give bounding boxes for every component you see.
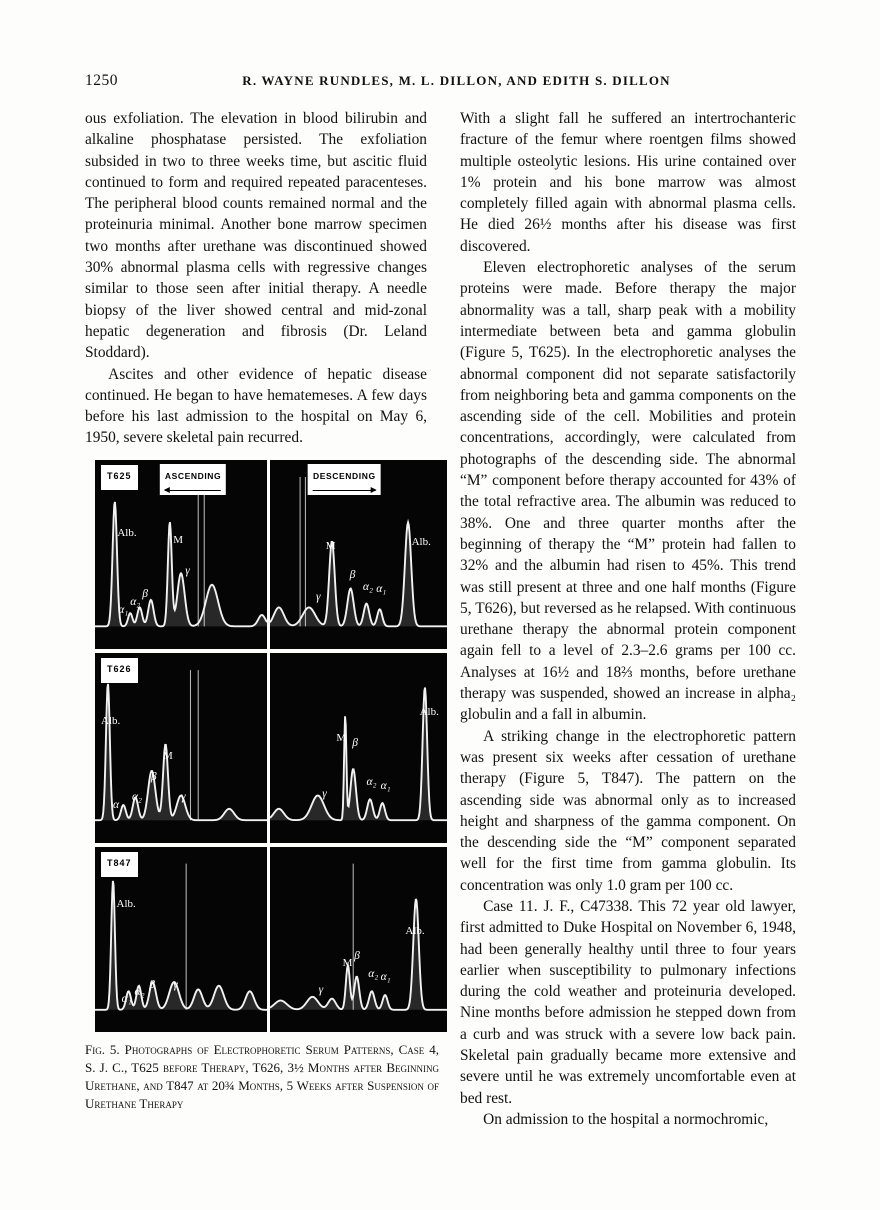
panel-label: α₁ (380, 970, 391, 983)
panel-label: β (354, 950, 360, 963)
panel-tag: T847 (101, 852, 138, 877)
panel-label: M (342, 956, 353, 969)
panel-label: γ (318, 983, 324, 996)
figure-panel (270, 653, 447, 843)
panel-label: β (142, 588, 149, 601)
panel-label: γ (173, 978, 178, 991)
panel-label: M (173, 534, 184, 547)
figure-panel (95, 653, 267, 843)
panel-label: α₁ (380, 780, 391, 792)
paragraph: A striking change in the electrophoretic pattern was present six weeks after cessation of urethane therapy (Figure 5, T847). The pattern on the ascending side was abnormal only as to increased height and sharpness of the gamma component. On the descending side the “M” component separated well for the first time from gamma globulin. Its concentration was only 1.0 gram per 100 cc. (460, 727, 796, 894)
panel-label: α₁ (121, 992, 132, 1005)
paragraph: Ascites and other evidence of hepatic disease continued. He began to have hematemeses. A few days before his last admission to the hospital on May 6, 1950, severe skeletal pain recurred. (85, 365, 427, 447)
panel-label: α₁ (113, 799, 124, 811)
electrophoresis-photo (270, 653, 447, 843)
figure-caption: Fig. 5. Photographs of Electrophoretic Serum Patterns, Case 4, S. J. C., T625 before Therapy, T626, 3½ Months after Beginning Urethane, and T847 at 20¾ Months, 5 Weeks after Suspension of Urethane Therapy (85, 1041, 439, 1111)
page-number: 1250 (85, 72, 118, 89)
direction-label: ASCENDING (164, 470, 222, 481)
paragraph: Case 11. J. F., C47338. This 72 year old lawyer, first admitted to Duke Hospital on November 6, 1948, had been generally healthy until three to four years earlier when susceptibility to pulmonary infections during the cold weather and proteinuria developed. Nine months before admission he stepped down from a curb and was struck with a severe low back pain. Skeletal pain gradually became more extensive and severe until he was extremely uncomfortable even at bed rest. (460, 897, 796, 1107)
panel-label: γ (322, 787, 327, 800)
paragraph: On admission to the hospital a normochromic, (483, 1110, 769, 1128)
electrophoresis-photo (270, 847, 447, 1032)
direction-box (308, 464, 381, 495)
running-head-authors: R. WAYNE RUNDLES, M. L. DILLON, AND EDITH S. DILLON (242, 73, 671, 88)
panel-label: M (162, 749, 173, 762)
panel-label: Alb. (405, 925, 425, 938)
panel-label: α₂ (134, 986, 145, 999)
paragraph: Eleven electrophoretic analyses of the serum proteins were made. Before therapy the major abnormality was a tall, sharp peak with a mobility intermediate between beta and gamma globulin (Figure 5, T625). In the electrophoretic analyses the abnormal component did not separate satisfactorily from neighboring beta and gamma components on the ascending side of the cell. Mobilities and protein concentrations, accordingly, were calculated from photographs of the descending side. The abnormal “M” component before therapy accounted for 43% of the total refractive area. The albumin was reduced to 38%. One and three quarter months after the beginning of therapy the “M” protein had fallen to 32% and the albumin had risen to 45%. This trend was still present at three and one half months (Figure 5, T626), but reversed as he relapsed. With continuous urethane therapy the abnormal protein component again fell to a level of 2.3–2.6 grams per 100 cc. Analyses at 16½ and 18⅔ months, before urethane therapy was suspended, showed an increase in alpha₂ globulin and a fall in albumin. (460, 259, 796, 724)
arrow-left-icon (165, 490, 221, 491)
panel-label: β (149, 978, 155, 991)
panel-label: α₂ (130, 595, 141, 608)
arrow-right-icon (313, 490, 376, 491)
paragraph: ous exfoliation. The elevation in blood bilirubin and alkaline phosphatase persisted. The exfoliation subsided in two to three weeks time, but ascitic fluid continued to form and required repeated paracenteses. The peripheral blood counts remained normal and the proteinuria minimal. Another bone marrow specimen two months after urethane was discontinued showed 30% abnormal plasma cells with regressive changes similar to those seen after initial therapy. A needle biopsy of the liver showed central and mid-zonal hepatic degeneration and fibrosis (Dr. Leland Stoddard). (85, 110, 427, 362)
panel-label: Alb. (419, 705, 439, 718)
panel-tag: T625 (101, 465, 138, 490)
figure-panel (270, 460, 447, 649)
running-header (85, 72, 795, 90)
panel-label: α₁ (118, 604, 129, 617)
panel-label: γ (181, 791, 186, 804)
panel-label: Alb. (411, 536, 431, 549)
right-column (460, 108, 796, 1130)
panel-label: α₂ (362, 580, 373, 593)
left-column (85, 108, 439, 1113)
panel-label: α₂ (131, 791, 143, 804)
figure-panel (95, 460, 267, 649)
panel-label: Alb. (116, 898, 136, 911)
figure-5 (95, 460, 447, 1032)
figure-panel (95, 847, 267, 1032)
panel-label: M (336, 731, 347, 744)
panel-label: Alb. (117, 526, 137, 539)
panel-label: β (349, 569, 356, 582)
panel-label: β (352, 737, 359, 750)
panel-label: Alb. (101, 715, 121, 728)
panel-label: α₂ (368, 967, 379, 980)
panel-tag: T626 (101, 658, 138, 683)
figure-panel (270, 847, 447, 1032)
panel-label: α₁ (376, 583, 387, 596)
panel-label: γ (316, 591, 321, 604)
direction-label: DESCENDING (312, 470, 376, 481)
panel-label: β (150, 770, 157, 783)
panel-label: γ (185, 564, 190, 577)
paragraph: With a slight fall he suffered an intertrochanteric fracture of the femur where roentgen films showed multiple osteolytic lesions. His urine contained over 1% protein and his bone marrow was almost completely filled again with abnormal plasma cells. He died 26½ months after his disease was first discovered. (460, 110, 796, 255)
panel-label: M (325, 540, 336, 553)
direction-box (160, 464, 226, 495)
panel-label: α₂ (366, 776, 377, 789)
